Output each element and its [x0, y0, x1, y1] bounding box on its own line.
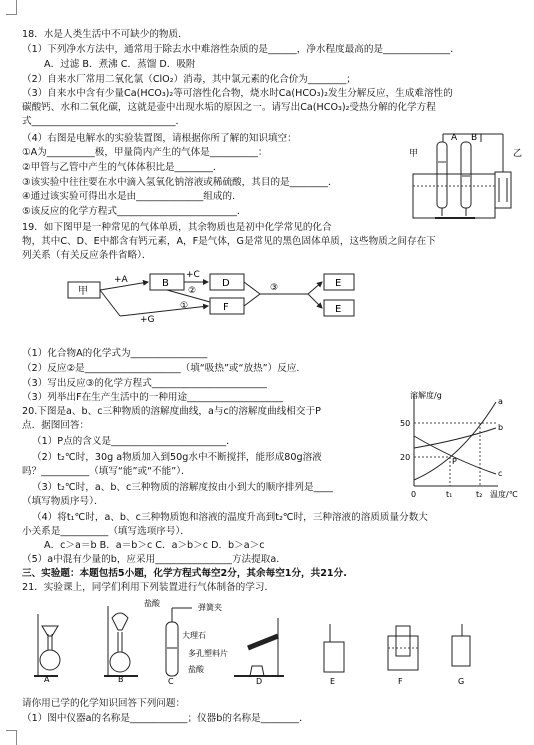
q18-part1: （1）下列净水方法中，通常用于除去水中难溶性杂质的是______，净水程度最高的是______________．	[22, 44, 460, 55]
tick-t2: t₂	[476, 490, 483, 499]
q20-part1: （1）P点的含义是________________________．	[32, 436, 236, 447]
apparatus-c-label: C	[168, 677, 174, 686]
tube-left-label: 甲	[409, 149, 419, 159]
q18-part3-line3: 式______________________________．	[22, 116, 186, 127]
reaction-3-label: ③	[270, 283, 279, 293]
edge-plus-c: +C	[186, 270, 200, 280]
q20-part3-cont: （填写物质序号）．	[22, 496, 104, 507]
q20-part4: （4）将t₁℃时，a、b、c三种物质饱和溶液的温度升高到t₂℃时，三种溶液的溶质质量分数大	[32, 512, 428, 523]
electrode-b-label: B	[471, 133, 478, 143]
electrode-a-label: A	[451, 133, 458, 143]
curve-b-label: b	[498, 423, 504, 432]
corner-mark-bottom-left	[6, 730, 17, 745]
q18-part1-options: A．过滤 B．煮沸 C．蒸馏 D．吸附	[44, 59, 196, 70]
apparatus-e-label: E	[330, 677, 336, 686]
label-porous-plate: 多孔塑料片	[188, 649, 228, 658]
q20-line2: 点．据图回答：	[22, 420, 90, 431]
q19-line3: 列关系（有关反应条件省略）．	[22, 250, 152, 261]
electrolysis-figure	[395, 128, 525, 224]
node-jia: 甲	[78, 286, 88, 297]
solubility-curve-chart	[400, 388, 528, 502]
q19-answer2: （2）反应②是____________________（填“吸热”或“放热”）反应．	[22, 363, 307, 374]
tick-0: 0	[411, 490, 417, 499]
q19-line2: 物，其中C、D、E中都含有钙元素，A，F是气体，G是常见的黑色固体单质，这些物质之间存在下	[22, 236, 436, 247]
section-3-header: 三、实验题：本题包括5小题，化学方程式每空2分，其余每空1分，共21分.	[22, 568, 347, 579]
q20-part2: （2）t₂℃时，30g a物质加入到50g水中不断搅拌，能形成80g溶液	[32, 452, 322, 463]
edge-plus-g: +G	[140, 315, 155, 325]
reaction-2-label: ②	[188, 286, 197, 296]
q18-part4-item3: ③该实验中往往要在水中滴入氢氧化钠溶液或稀硫酸，其目的是________．	[22, 177, 338, 188]
apparatus-g-label: G	[458, 677, 465, 686]
q19-title: 19．如下图甲是一种常见的气体单质，其余物质也是初中化学常见的化合	[22, 222, 332, 233]
node-e-bottom: E	[335, 304, 342, 315]
apparatus-b-label: B	[118, 675, 124, 684]
edge-plus-a: +A	[114, 275, 128, 285]
label-hcl-bottom: 盐酸	[188, 665, 204, 674]
q20-part2-cont: 吗？__________（填写“能”或“不能”）．	[22, 466, 191, 477]
q20-part3: （3）t₂℃时，a、b、c三种物质的溶解度按由小到大的顺序排列是____	[32, 482, 333, 493]
label-marble: 大理石	[182, 631, 206, 640]
tick-t1: t₁	[446, 490, 453, 499]
q18-part4-item5: ⑤该反应的化学方程式_________________________．	[22, 206, 247, 217]
q18-part2: （2）自来水厂常用二氧化氯（ClO₂）消毒，其中氯元素的化合价为________；	[22, 74, 356, 85]
reaction-1-label: ①	[180, 301, 189, 311]
chart-xlabel: 温度/℃	[490, 490, 518, 499]
node-f: F	[223, 302, 229, 313]
q20-part4-options: A．c＞a＝b B．a＝b＞c C．a＞b＞c D．b＞a＞c	[44, 540, 265, 551]
q19-answer3: （3）写出反应③的化学方程式________________________	[22, 378, 267, 389]
tick-20: 20	[400, 453, 411, 462]
q18-part4: （4）右图是电解水的实验装置图，请根据你所了解的知识填空：	[22, 133, 297, 144]
corner-mark-top-left	[6, 0, 17, 15]
node-b: B	[162, 278, 169, 289]
q18-part4-item2: ②甲管与乙管中产生的气体体积比是________．	[22, 162, 223, 173]
reaction-flow-diagram	[60, 266, 380, 334]
apparatus-d-label: D	[256, 677, 263, 686]
label-spring-clip: 弹簧夹	[198, 603, 222, 612]
q20-part5: （5）a中混有少量的b，应采用________________方法提取a．	[22, 554, 286, 565]
q21-part1: （1）图中仪器a的名称是____________；仪器b的名称是________．	[22, 713, 309, 724]
tick-50: 50	[400, 419, 411, 428]
curve-a-label: a	[498, 397, 503, 406]
q18-part4-item1: ①A为__________极，甲量筒内产生的气体是__________：	[22, 147, 268, 158]
apparatus-a-label: A	[44, 675, 50, 684]
apparatus-f-label: F	[398, 677, 403, 686]
tube-right-label: 乙	[513, 149, 523, 159]
q20-part4-cont: 小关系是__________（填写选项序号）．	[22, 526, 190, 537]
apparatus-figure	[22, 596, 512, 688]
q19-answer1: （1）化合物A的化学式为________________	[22, 348, 208, 359]
node-d: D	[222, 278, 230, 289]
label-hcl-top: 盐酸	[144, 599, 160, 608]
q18-title: 18．水是人类生活中不可缺少的物质．	[22, 29, 188, 40]
q18-part3-line2: 碳酸钙、水和二氧化碳，这就是壶中出现水垢的原因之一。请写出Ca(HCO₃)₂受热分解的化学方程	[22, 102, 436, 113]
q21-line2: 请你用已学的化学知识回答下列问题：	[22, 698, 186, 709]
point-p-label: P	[452, 457, 457, 466]
q18-part3-line1: （3）自来水中含有少量Ca(HCO₃)₂等可溶性化合物，烧水时Ca(HCO₃)₂发生分解反应，生成难溶性的	[22, 88, 453, 99]
q19-answer4: （3）列举出F在生产生活中的一种用途____________________	[22, 392, 284, 403]
chart-ylabel: 溶解度/g	[410, 391, 442, 400]
q21-title: 21．实验课上，同学们利用下列装置进行气体制备的学习．	[22, 582, 275, 593]
q20-line1: 20.下图是a、b、c三种物质的溶解度曲线，a与c的溶解度曲线相交于P	[22, 406, 321, 417]
curve-c-label: c	[498, 469, 503, 478]
q18-part4-item4: ④通过该实验可得出水是由______________组成的．	[22, 191, 242, 202]
node-e-top: E	[335, 278, 342, 289]
